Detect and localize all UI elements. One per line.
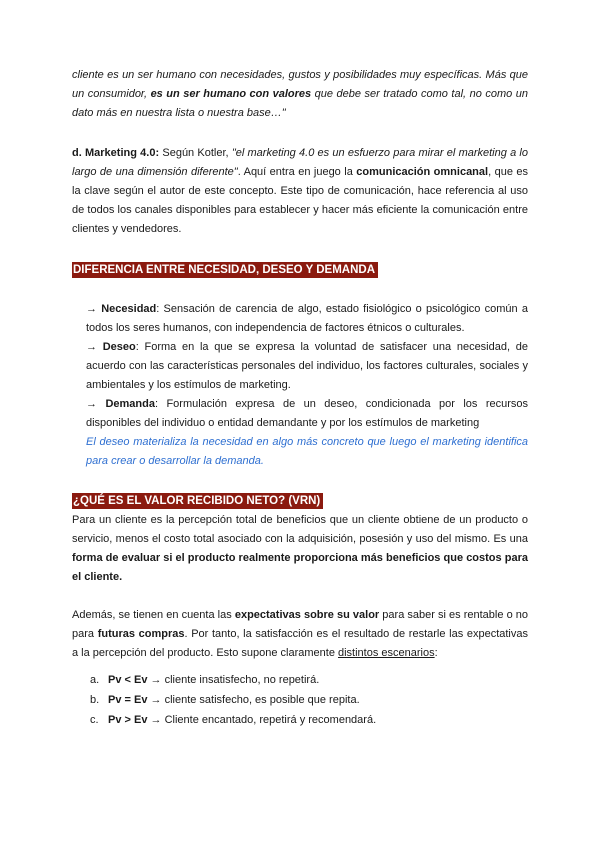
quote-bold: es un ser humano con valores <box>150 88 312 100</box>
exp-bold2: futuras compras <box>97 628 185 640</box>
document-page <box>72 66 528 730</box>
quote-text-end: que debe ser tratado como tal, no como un dato más en nuestra lista o nuestra base…" <box>72 88 528 119</box>
scenarios-list <box>72 670 528 730</box>
definition-text: : Sensación de carencia de algo, estado fisiológico o psicológico común a todos los seres humanos, con independencia de factores étnicos o culturales. <box>86 303 529 334</box>
omnichannel-term: comunicación omnicanal <box>356 166 489 178</box>
definitions-list <box>72 300 528 471</box>
vrn-bold: forma de evaluar si el producto realmente proporciona más beneficios que costos para el cliente. <box>72 552 528 583</box>
list-text: → Cliente encantado, repetirá y recomendará. <box>147 714 377 726</box>
list-condition: Pv > Ev <box>108 714 148 726</box>
scenarios-link-text: distintos escenarios <box>338 647 435 659</box>
section-vrn <box>72 492 528 730</box>
list-item <box>72 690 528 710</box>
kotler-quote: "el marketing 4.0 es un esfuerzo para mirar el marketing a lo largo de una dimensión diferente" <box>72 147 528 178</box>
section-heading-difference: DIFERENCIA ENTRE NECESIDAD, DESEO Y DEMANDA <box>72 262 378 278</box>
arrow-icon: → <box>86 341 103 353</box>
list-item <box>72 710 528 730</box>
exp-colon: : <box>434 647 438 659</box>
expectations-paragraph <box>72 606 528 663</box>
definition-text: : Forma en la que se expresa la voluntad de satisfacer una necesidad, de acuerdo con las características personales del individuo, los factores culturales, sociales y ambientales y los estímulos de marketing. <box>86 341 528 391</box>
section-heading-vrn: ¿QUÉ ES EL VALOR RECIBIDO NETO? (VRN) <box>72 493 323 509</box>
vrn-text: Para un cliente es la percepción total de beneficios que un cliente obtiene de un producto o servicio, menos el costo total asociado con la adquisición, posesión y uso del mismo. Es una <box>72 514 528 545</box>
definition-text: : Formulación expresa de un deseo, condicionada por los recursos disponibles del individuo o entidad demandante y por los estímulos de marketing <box>86 398 528 429</box>
marketing40-label: d. Marketing 4.0: <box>72 147 160 159</box>
list-condition: Pv < Ev <box>108 674 148 686</box>
list-text: → cliente satisfecho, es posible que repita. <box>147 694 360 706</box>
definitions-note: El deseo materializa la necesidad en algo más concreto que luego el marketing identifica para crear o desarrollar la demanda. <box>86 436 528 467</box>
list-text: → cliente insatisfecho, no repetirá. <box>147 674 320 686</box>
quote-text: cliente es un ser humano con necesidades, gustos y posibilidades muy específicas. Más que un consumidor, <box>72 69 528 100</box>
exp-text2: para saber si es rentable o no para <box>72 609 529 640</box>
list-condition: Pv = Ev <box>108 694 148 706</box>
exp-bold: expectativas sobre su valor <box>234 609 380 621</box>
marketing40-paragraph <box>72 144 528 239</box>
definition-item <box>86 395 528 433</box>
marketing40-text3: , que es la clave según el autor de este concepto. Este tipo de comunicación, hace referencia al uso de todos los canales disponibles para establecer y hacer más eficiente la comunicación entre clientes y vendedores. <box>72 166 529 235</box>
definition-item <box>86 300 528 338</box>
definition-term: Deseo <box>102 341 136 353</box>
list-marker: b. <box>90 694 100 706</box>
vrn-definition-paragraph <box>72 511 528 587</box>
section-difference <box>72 261 528 471</box>
marketing40-text2: . Aquí entra en juego la <box>237 166 357 178</box>
exp-text: Además, se tienen en cuenta las <box>72 609 235 621</box>
quote-paragraph <box>72 66 528 123</box>
exp-text3: . Por tanto, la satisfacción es el resultado de restarle las expectativas a la percepción del producto. Esto supone claramente <box>72 628 528 659</box>
list-marker: c. <box>90 714 99 726</box>
definition-term: Demanda <box>105 398 155 410</box>
definition-term: Necesidad <box>101 303 157 315</box>
list-marker: a. <box>90 674 100 686</box>
arrow-icon: → <box>86 303 102 315</box>
definition-item <box>86 338 528 395</box>
arrow-icon: → <box>86 398 106 410</box>
marketing40-text: Según Kotler, <box>159 147 232 159</box>
list-item <box>72 670 528 690</box>
